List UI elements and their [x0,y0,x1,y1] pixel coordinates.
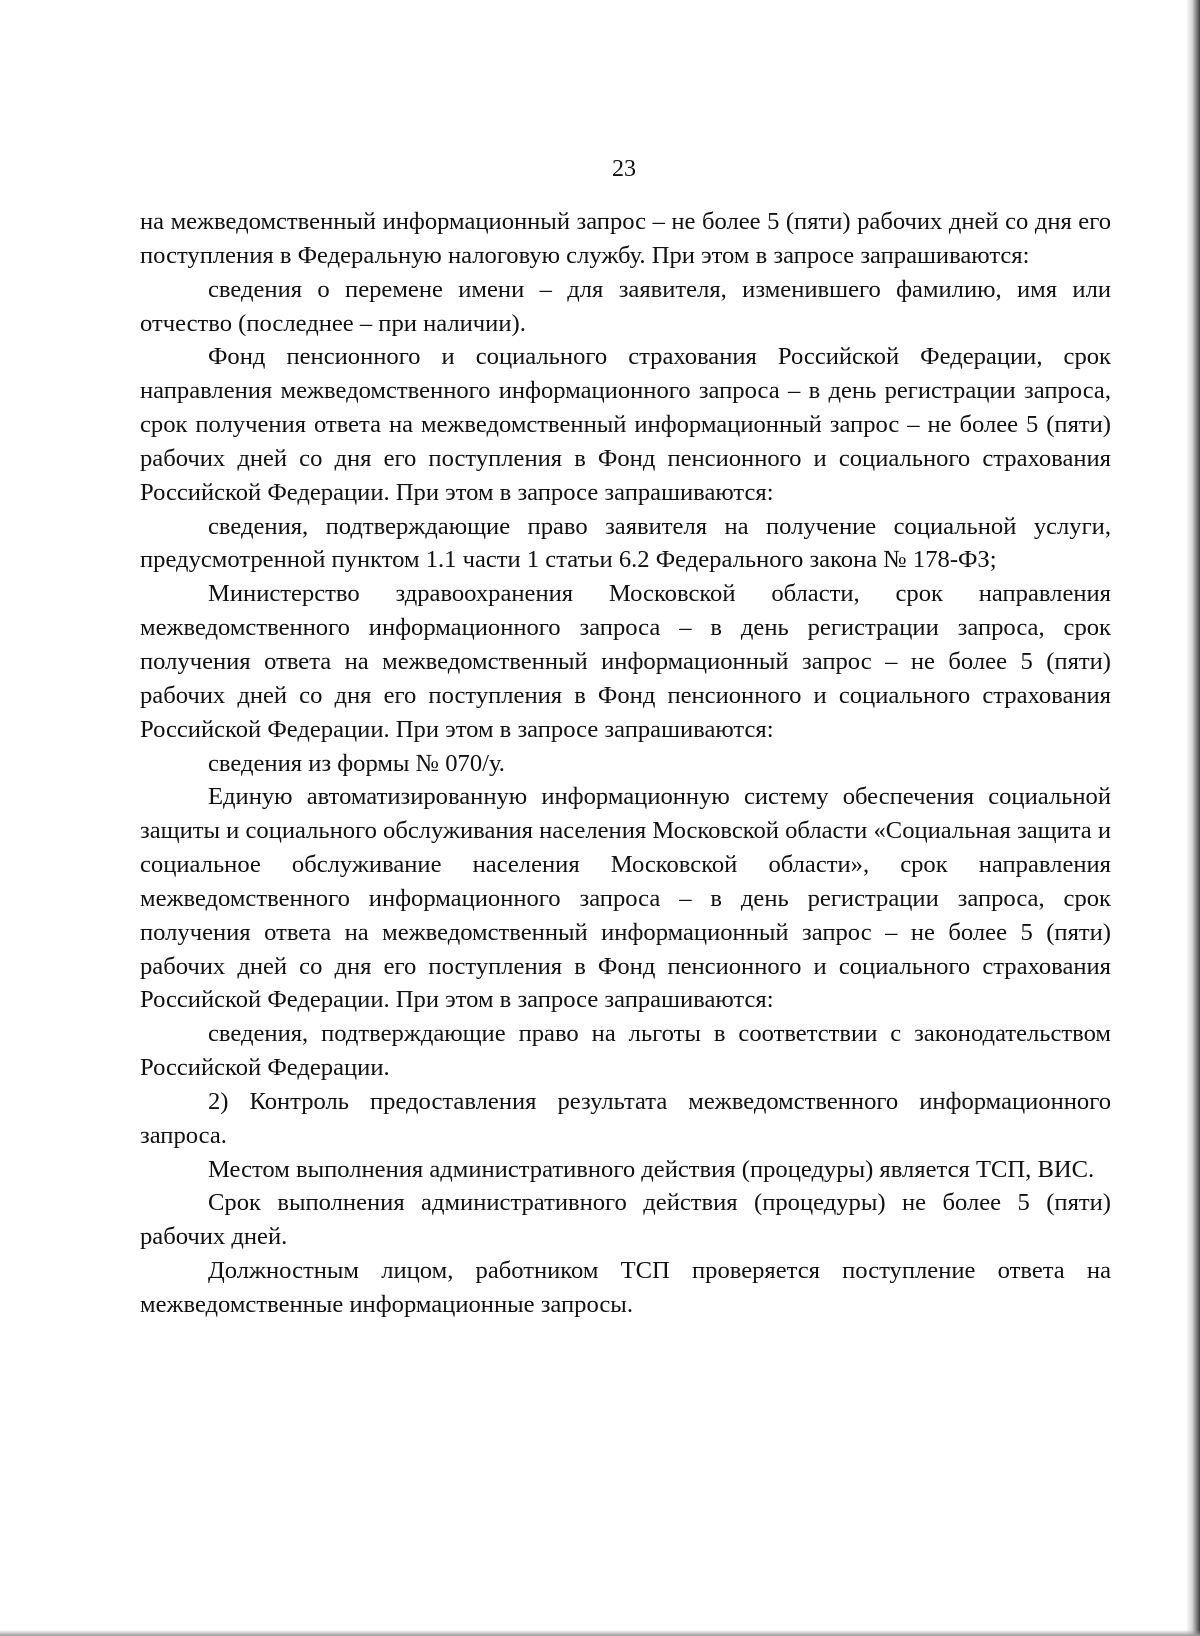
paragraph-action-deadline: Срок выполнения административного действия (процедуры) не более 5 (пяти) рабочих дней. [140,1189,1111,1251]
paragraph-place-of-action: Местом выполнения административного действия (процедуры) является ТСП, ВИС. [208,1155,1095,1183]
paragraph-form-070: сведения из формы № 070/у. [208,749,505,777]
page-number: 23 [612,156,636,182]
paragraph-benefits-right: сведения, подтверждающие право на льготы в соответствии с законодательством Российской Федерации. [140,1020,1111,1082]
paragraph-pension-fund: Фонд пенсионного и социального страхования Российской Федерации, срок направления межведомственного информационного запроса – в день регистрации запроса, срок получения ответа на межведомственный информационный запрос – не более 5 (пяти) рабочих дней со дня его поступления в Фонд пенсионного и социального страхования Российской Федерации. При этом в запросе запрашиваются: [140,343,1111,506]
paragraph-response-check: Должностным лицом, работником ТСП проверяется поступление ответа на межведомственные информационные запросы. [140,1257,1111,1318]
paragraph-name-change: сведения о перемене имени – для заявителя, изменившего фамилию, имя или отчество (последнее – при наличии). [140,275,1111,337]
document-body [140,205,1111,1322]
scan-edge-bottom [0,1630,1200,1636]
paragraph-control-result: 2) Контроль предоставления результата межведомственного информационного запроса. [140,1087,1111,1149]
paragraph-health-ministry: Министерство здравоохранения Московской области, срок направления межведомственного информационного запроса – в день регистрации запроса, срок получения ответа на межведомственный информационный запрос – не более 5 (пяти) рабочих дней со дня его поступления в Фонд пенсионного и социального страхования Российской Федерации. При этом в запросе запрашиваются: [140,580,1111,743]
scan-edge-right [1186,0,1200,1636]
paragraph-fns-deadline: на межведомственный информационный запрос – не более 5 (пяти) рабочих дней со дня его поступления в Федеральную налоговую службу. При этом в запросе запрашиваются: [140,208,1111,269]
paragraph-social-service-right: сведения, подтверждающие право заявителя на получение социальной услуги, предусмотренной пунктом 1.1 части 1 статьи 6.2 Федерального закона № 178-ФЗ; [140,512,1111,574]
paragraph-unified-system: Единую автоматизированную информационную систему обеспечения социальной защиты и социального обслуживания населения Московской области «Социальная защита и социальное обслуживание населения Московской области», срок направления межведомственного информационного запроса – в день регистрации запроса, срок получения ответа на межведомственный информационный запрос – не более 5 (пяти) рабочих дней со дня его поступления в Фонд пенсионного и социального страхования Российской Федерации. При этом в запросе запрашиваются: [140,783,1111,1014]
